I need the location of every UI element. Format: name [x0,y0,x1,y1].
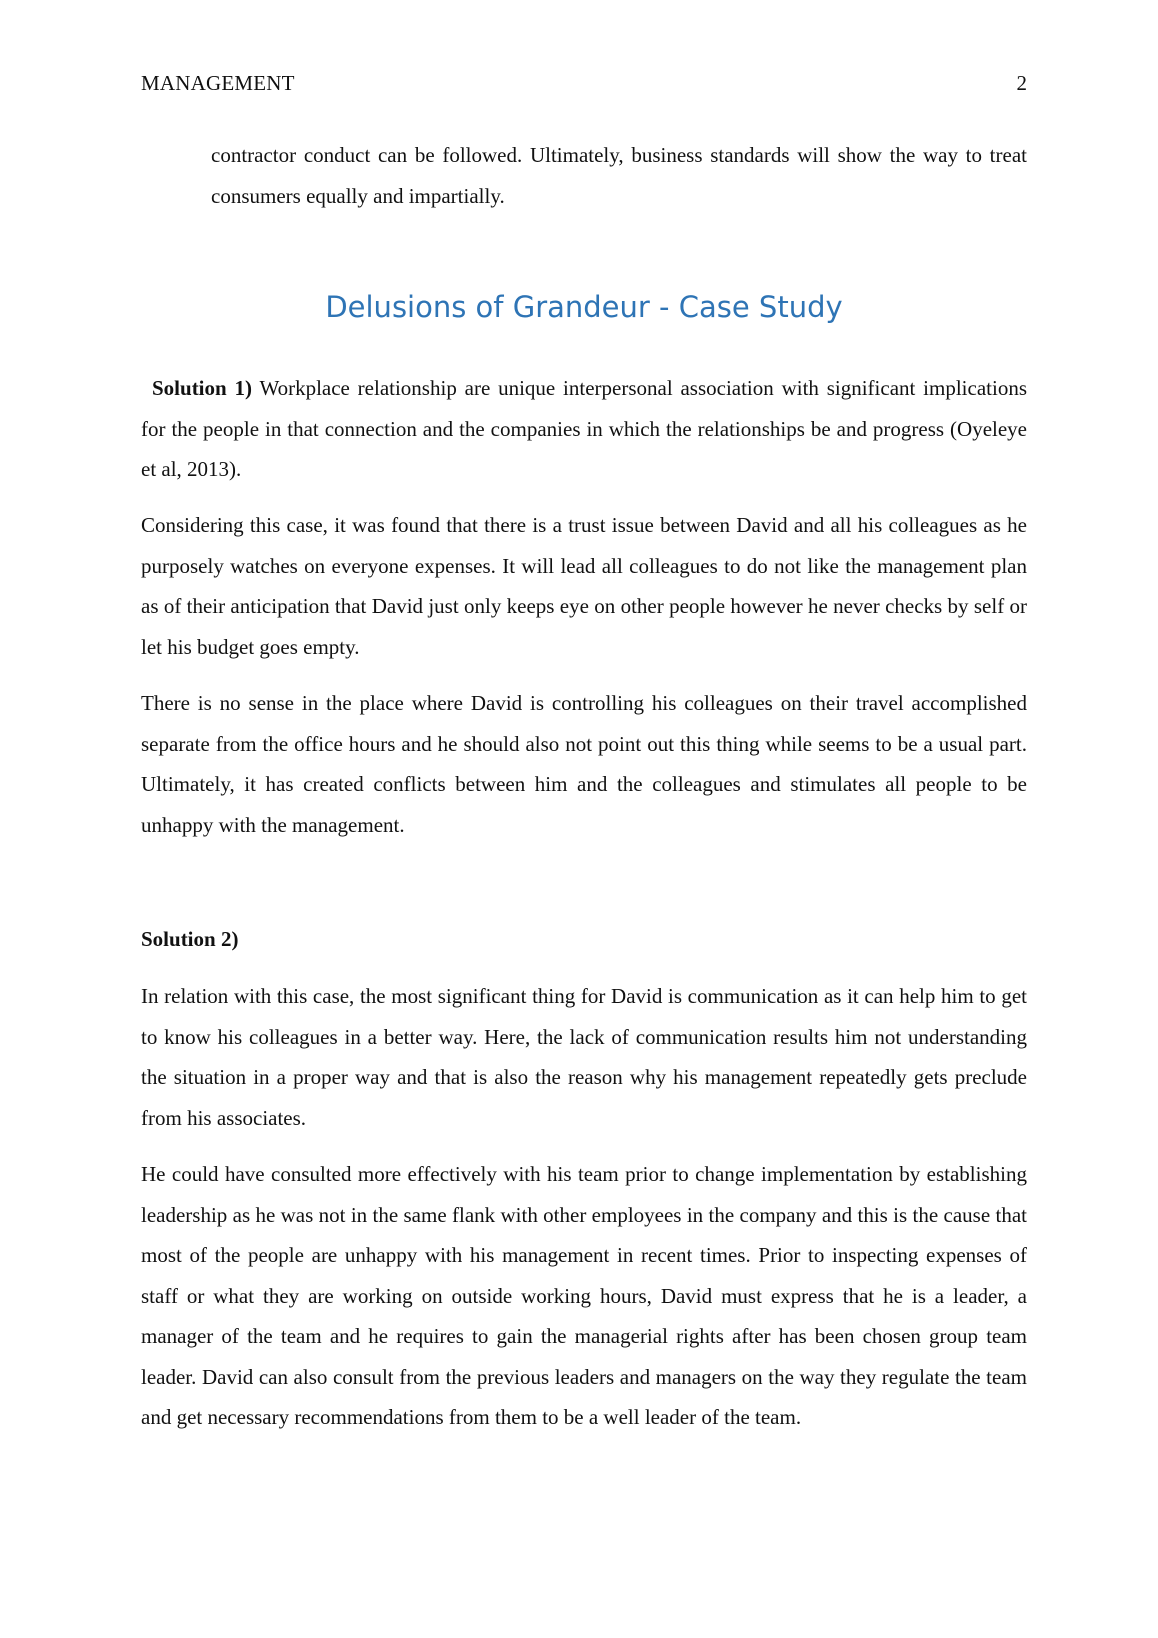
solution1-paragraph-3: There is no sense in the place where David is controlling his colleagues on their travel accomplished separate from the office hours and he should also not point out this thing while seems to be a usual part. Ultimately, it has created conflicts between him and the colleagues and stimulates all people to be unhappy with the management. [141,691,1027,837]
running-head: MANAGEMENT [141,71,295,95]
section-heading: Delusions of Grandeur - Case Study [325,290,843,324]
solution1-label: Solution 1) [152,376,252,400]
solution1-paragraph [141,368,1027,490]
page-number: 2 [1016,71,1027,95]
solution2-paragraph-1: In relation with this case, the most significant thing for David is communication as it can help him to get to know his colleagues in a better way. Here, the lack of communication results him not understanding the situation in a proper way and that is also the reason why his management repeatedly gets preclude from his associates. [141,984,1027,1130]
intro-paragraph: contractor conduct can be followed. Ultimately, business standards will show the way to treat consumers equally and impartially. [211,143,1027,208]
solution2-paragraph-2: He could have consulted more effectively with his team prior to change implementation by establishing leadership as he was not in the same flank with other employees in the company and this is the cause that most of the people are unhappy with his management in recent times. Prior to inspecting expenses of staff or what they are working on outside working hours, David must express that he is a leader, a manager of the team and he requires to gain the managerial rights after has been chosen group team leader. David can also consult from the previous leaders and managers on the way they regulate the team and get necessary recommendations from them to be a well leader of the team. [141,1162,1027,1429]
solution2-label: Solution 2) [141,927,239,951]
solution1-paragraph-2: Considering this case, it was found that there is a trust issue between David and all his colleagues as he purposely watches on everyone expenses. It will lead all colleagues to do not like the management plan as of their anticipation that David just only keeps eye on other people however he never checks by self or let his budget goes empty. [141,513,1027,659]
solution1-text: Workplace relationship are unique interpersonal association with significant implications for the people in that connection and the companies in which the relationships be and progress (Oyeleye et al, 2013). [141,376,1027,481]
